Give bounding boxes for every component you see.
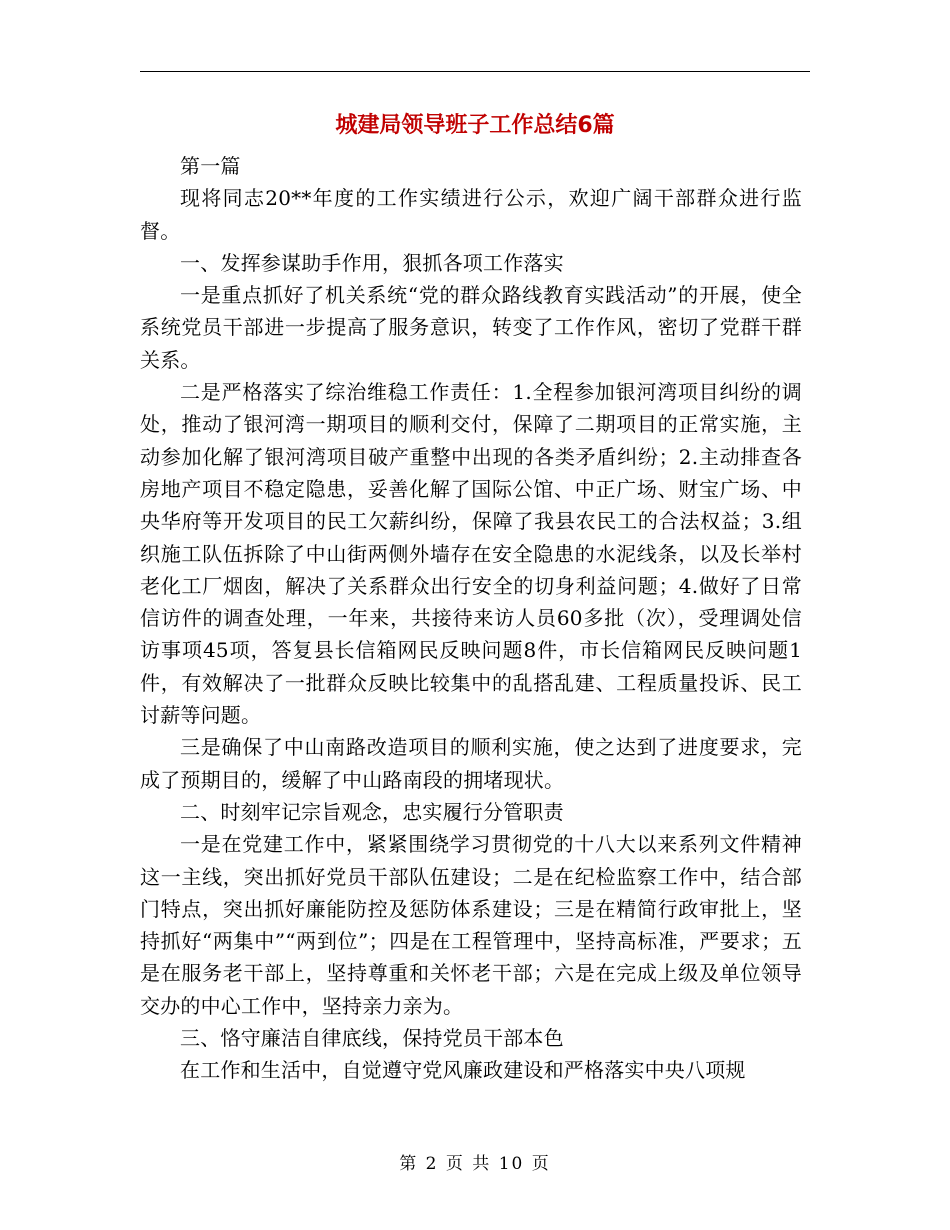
document-title: 城建局领导班子工作总结6篇	[335, 113, 615, 138]
document-body	[140, 150, 802, 1087]
body-paragraph: 一是重点抓好了机关系统“党的群众路线教育实践活动”的开展，使全系统党员干部进一步提高了服务意识，转变了工作作风，密切了党群干群关系。	[140, 283, 802, 372]
subsection-heading: 三、恪守廉洁自律底线，保持党员干部本色	[180, 1026, 564, 1051]
subsection-heading: 一、发挥参谋助手作用，狠抓各项工作落实	[180, 250, 564, 275]
body-paragraph: 三是确保了中山南路改造项目的顺利实施，使之达到了进度要求，完成了预期目的，缓解了中山路南段的拥堵现状。	[140, 735, 802, 792]
header-rule	[140, 71, 810, 72]
section-heading: 第一篇	[180, 154, 241, 178]
body-paragraph: 一是在党建工作中，紧紧围绕学习贯彻党的十八大以来系列文件精神这一主线，突出抓好党员干部队伍建设；二是在纪检监察工作中，结合部门特点，突出抓好廉能防控及惩防体系建设；三是在精简行政审批上，坚持抓好“两集中”“两到位”；四是在工程管理中，坚持高标准，严要求；五是在服务老干部上，坚持尊重和关怀老干部；六是在完成上级及单位领导交办的中心工作中，坚持亲力亲为。	[140, 832, 802, 1018]
body-paragraph: 在工作和生活中，自觉遵守党风廉政建设和严格落实中央八项规	[180, 1058, 746, 1083]
body-paragraph: 现将同志20**年度的工作实绩进行公示，欢迎广阔干部群众进行监督。	[140, 186, 802, 243]
page-number: 第 2 页 共 10 页	[399, 1154, 551, 1174]
subsection-heading: 二、时刻牢记宗旨观念，忠实履行分管职责	[180, 799, 564, 824]
body-paragraph: 二是严格落实了综治维稳工作责任：1.全程参加银河湾项目纠纷的调处，推动了银河湾一期项目的顺利交付，保障了二期项目的正常实施，主动参加化解了银河湾项目破产重整中出现的各类矛盾纠纷；2.主动排查各房地产项目不稳定隐患，妥善化解了国际公馆、中正广场、财宝广场、中央华府等开发项目的民工欠薪纠纷，保障了我县农民工的合法权益；3.组织施工队伍拆除了中山街两侧外墙存在安全隐患的水泥线条，以及长举村老化工厂烟囱，解决了关系群众出行安全的切身利益问题；4.做好了日常信访件的调查处理，一年来，共接待来访人员60多批（次），受理调处信访事项45项，答复县长信箱网民反映问题8件，市长信箱网民反映问题1件，有效解决了一批群众反映比较集中的乱搭乱建、工程质量投诉、民工讨薪等问题。	[140, 380, 802, 728]
